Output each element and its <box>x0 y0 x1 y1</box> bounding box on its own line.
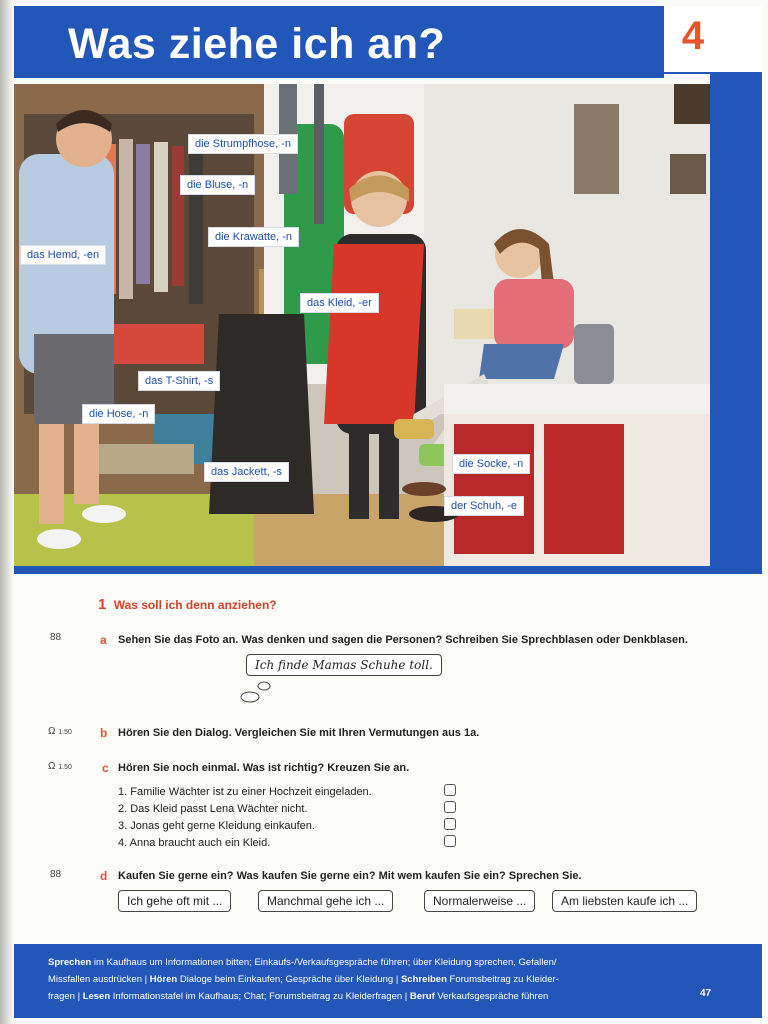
list-item: 2. Das Kleid passt Lena Wächter nicht. <box>118 803 308 815</box>
task-letter-a: a <box>100 633 107 647</box>
footer-skill-text: Dialoge beim Einkaufen; Gespräche über Kleidung | <box>177 974 401 985</box>
checkbox-3[interactable] <box>444 818 456 830</box>
photo-illustration <box>14 84 710 566</box>
footer-skill-text: Forumsbeitrag zu Kleider- <box>446 974 559 985</box>
page-number: 47 <box>700 988 712 999</box>
label-strumpfhose: die Strumpfhose, -n <box>188 134 298 154</box>
task-c-text: Hören Sie noch einmal. Was ist richtig? Kreuzen Sie an. <box>118 762 410 774</box>
group-work-icon: 88 <box>50 869 62 880</box>
label-bluse: die Bluse, -n <box>180 175 255 195</box>
title-band <box>14 6 664 78</box>
footer-skill-label: Sprechen <box>48 957 92 968</box>
footer-skill-text: Missfallen ausdrücken | <box>48 974 150 985</box>
speech-bubble-4[interactable]: Am liebsten kaufe ich ... <box>552 890 697 912</box>
list-item: 3. Jonas geht gerne Kleidung einkaufen. <box>118 820 315 832</box>
label-jackett: das Jackett, -s <box>204 462 289 482</box>
thought-bubble[interactable]: Ich finde Mamas Schuhe toll. <box>246 654 442 676</box>
footer-skill-text: Verkaufsgespräche führen <box>434 991 549 1002</box>
list-item: 1. Familie Wächter ist zu einer Hochzeit eingeladen. <box>118 786 372 798</box>
page-spine-shadow <box>0 0 14 1024</box>
speech-bubble-2[interactable]: Manchmal gehe ich ... <box>258 890 393 912</box>
footer-band <box>14 944 762 1018</box>
footer-skill-text: im Kaufhaus um Informationen bitten; Einkaufs-/Verkaufsgespräche führen; über Kleidung sprechen, Gefallen/ <box>91 957 557 968</box>
exercise-heading <box>98 596 277 613</box>
task-d-text: Kaufen Sie gerne ein? Was kaufen Sie gerne ein? Mit wem kaufen Sie ein? Sprechen Sie. <box>118 870 582 882</box>
label-hemd: das Hemd, -en <box>20 245 106 265</box>
task-letter-b: b <box>100 726 108 740</box>
thought-bubble-tail-icon <box>240 680 276 706</box>
clothing-photo <box>14 84 710 566</box>
speech-bubble-1[interactable]: Ich gehe oft mit ... <box>118 890 231 912</box>
footer-skill-label: Beruf <box>409 991 435 1002</box>
audio-symbol: Ω <box>48 726 56 737</box>
label-tshirt: das T-Shirt, -s <box>138 371 220 391</box>
audio-symbol: Ω <box>48 761 56 772</box>
photo-bottom-border <box>14 566 762 574</box>
speech-bubble-3[interactable]: Normalerweise ... <box>424 890 535 912</box>
checkbox-4[interactable] <box>444 835 456 847</box>
task-letter-c: c <box>102 761 109 775</box>
audio-track-c: 1.50 <box>58 764 72 771</box>
checkbox-2[interactable] <box>444 801 456 813</box>
checkbox-1[interactable] <box>444 784 456 796</box>
pair-work-icon: 88 <box>50 632 62 643</box>
audio-icon-c <box>48 761 72 772</box>
label-schuh: der Schuh, -e <box>444 496 524 516</box>
task-a-text: Sehen Sie das Foto an. Was denken und sagen die Personen? Schreiben Sie Sprechblasen oder Denkblasen. <box>118 634 688 646</box>
task-letter-d: d <box>100 869 108 883</box>
footer-skill-text: fragen | <box>48 991 83 1002</box>
chapter-badge <box>664 6 762 74</box>
page-title: Was ziehe ich an? <box>68 20 446 68</box>
footer-line-2 <box>48 971 678 988</box>
audio-icon-b <box>48 726 72 737</box>
exercise-number: 1 <box>98 596 107 613</box>
label-hose: die Hose, -n <box>82 404 155 424</box>
blue-edge-strip <box>710 74 762 574</box>
label-socke: die Socke, -n <box>452 454 530 474</box>
footer-skill-text: Informationstafel im Kaufhaus; Chat; Forumsbeitrag zu Kleiderfragen | <box>110 991 410 1002</box>
footer-summary <box>48 954 678 1005</box>
statement-list <box>118 784 372 852</box>
footer-line-3 <box>48 988 678 1005</box>
label-kleid: das Kleid, -er <box>300 293 379 313</box>
checkbox-column <box>444 784 456 852</box>
footer-line-1 <box>48 954 678 971</box>
footer-skill-label: Lesen <box>82 991 111 1002</box>
footer-skill-label: Hören <box>149 974 178 985</box>
list-item: 4. Anna braucht auch ein Kleid. <box>118 837 271 849</box>
chapter-number: 4 <box>681 14 705 58</box>
task-b-text: Hören Sie den Dialog. Vergleichen Sie mit Ihren Vermutungen aus 1a. <box>118 727 480 739</box>
exercise-title: Was soll ich denn anziehen? <box>113 598 277 612</box>
label-krawatte: die Krawatte, -n <box>208 227 299 247</box>
footer-skill-label: Schreiben <box>400 974 447 985</box>
audio-track-b: 1.50 <box>58 729 72 736</box>
